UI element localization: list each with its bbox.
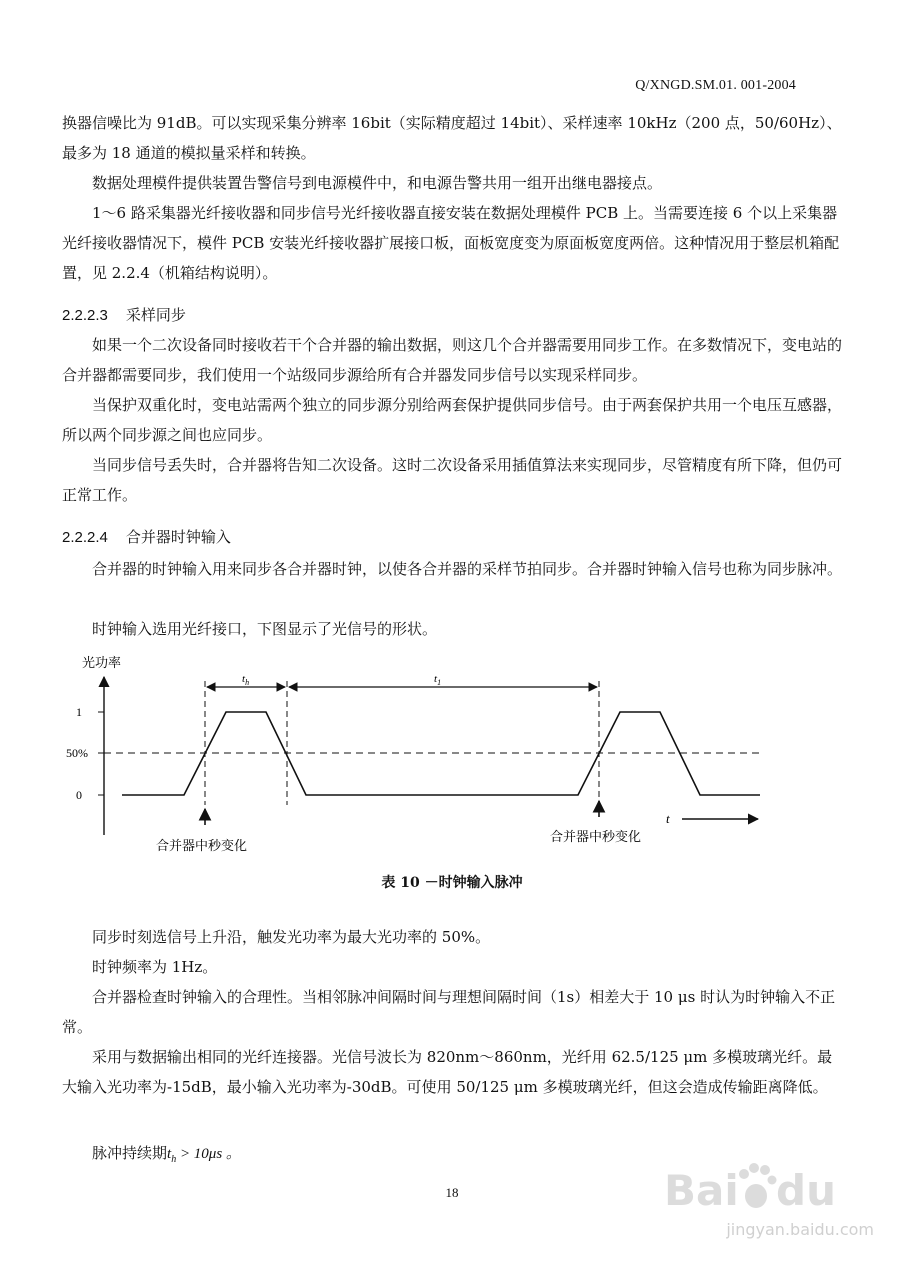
t1-label: $t_1$ xyxy=(434,673,442,687)
clock-pulse-diagram xyxy=(60,645,780,870)
heading-title: 合并器时钟输入 xyxy=(125,528,231,546)
paragraph-adc-spec: 换器信噪比为 91dB。可以实现采集分辨率 16bit（实际精度超过 14bit）、采样速率 10kHz（200 点，50/60Hz）、最多为 18 通道的模拟量采样和转换。 xyxy=(62,114,842,162)
paw-icon xyxy=(739,1163,777,1208)
heading-clock-input xyxy=(62,526,231,547)
paragraph-alarm: 数据处理模件提供装置告警信号到电源模件中，和电源告警共用一组开出继电器接点。 xyxy=(92,174,663,192)
paragraph-receivers: 1～6 路采集器光纤接收器和同步信号光纤接收器直接安装在数据处理模件 PCB 上。当需要连接 6 个以上采集器光纤接收器情况下，模件 PCB 安装光纤接收器扩展接口板，面板宽度变为原面板宽度两倍。这种情况用于整层机箱配置，见 2.2.4（机箱结构说明）。 xyxy=(62,204,840,282)
paragraph-validity-check: 合并器检查时钟输入的合理性。当相邻脉冲间隔时间与理想间隔时间（1s）相差大于 10 μs 时认为时钟输入不正常。 xyxy=(62,988,836,1036)
heading-sampling-sync xyxy=(62,304,186,325)
watermark-url: jingyan.baidu.com xyxy=(726,1220,874,1239)
svg-text:du: du xyxy=(776,1166,836,1215)
th-label: $t_h$ xyxy=(242,673,250,687)
paragraph-frequency: 时钟频率为 1Hz。 xyxy=(92,958,218,976)
tick-label-1: 1 xyxy=(76,705,82,719)
time-axis-label: t xyxy=(666,811,670,826)
paragraph-rising-edge: 同步时刻选信号上升沿，触发光功率为最大光功率的 50%。 xyxy=(92,928,491,946)
left-marker-label: 合并器中秒变化 xyxy=(156,839,248,854)
figure-caption: 表 10 －时钟输入脉冲 xyxy=(381,875,523,891)
tick-label-50: 50% xyxy=(66,746,88,760)
paragraph-clock-purpose: 合并器的时钟输入用来同步各合并器时钟，以使各合并器的采样节拍同步。合并器时钟输入信号也称为同步脉冲。 xyxy=(92,560,843,578)
paragraph-pulse-duration: 脉冲持续期$t_h > 10\mu s$ 。 xyxy=(92,1144,241,1165)
page-number: 18 xyxy=(445,1185,459,1200)
heading-title: 采样同步 xyxy=(125,306,186,324)
paragraph-dual-protection: 当保护双重化时，变电站需两个独立的同步源分别给两套保护提供同步信号。由于两套保护共用一个电压互感器，所以两个同步源之间也应同步。 xyxy=(62,396,843,444)
y-axis-label: 光功率 xyxy=(82,656,122,671)
heading-number: 2.2.2.3 xyxy=(62,307,108,324)
paragraph-fiber-connector: 采用与数据输出相同的光纤连接器。光信号波长为 820nm～860nm，光纤用 62.5/125 μm 多模玻璃光纤。最大输入光功率为-15dB，最小输入光功率为-30dB。可使用 50/125 μm 多模玻璃光纤，但这会造成传输距离降低。 xyxy=(62,1048,833,1096)
svg-text:Bai: Bai xyxy=(664,1166,739,1215)
heading-number: 2.2.2.4 xyxy=(62,529,108,546)
document-id-header: Q/XNGD.SM.01. 001-2004 xyxy=(635,78,796,93)
right-marker-label: 合并器中秒变化 xyxy=(550,830,642,845)
tick-label-0: 0 xyxy=(76,788,82,802)
paragraph-fiber-interface: 时钟输入选用光纤接口，下图显示了光信号的形状。 xyxy=(92,620,438,638)
paragraph-sync-loss: 当同步信号丢失时，合并器将告知二次设备。这时二次设备采用插值算法来实现同步，尽管精度有所下降，但仍可正常工作。 xyxy=(62,456,843,504)
paragraph-sync-intro: 如果一个二次设备同时接收若干个合并器的输出数据，则这几个合并器需要用同步工作。在多数情况下，变电站的合并器都需要同步，我们使用一个站级同步源给所有合并器发同步信号以实现采样同步。 xyxy=(62,336,843,384)
